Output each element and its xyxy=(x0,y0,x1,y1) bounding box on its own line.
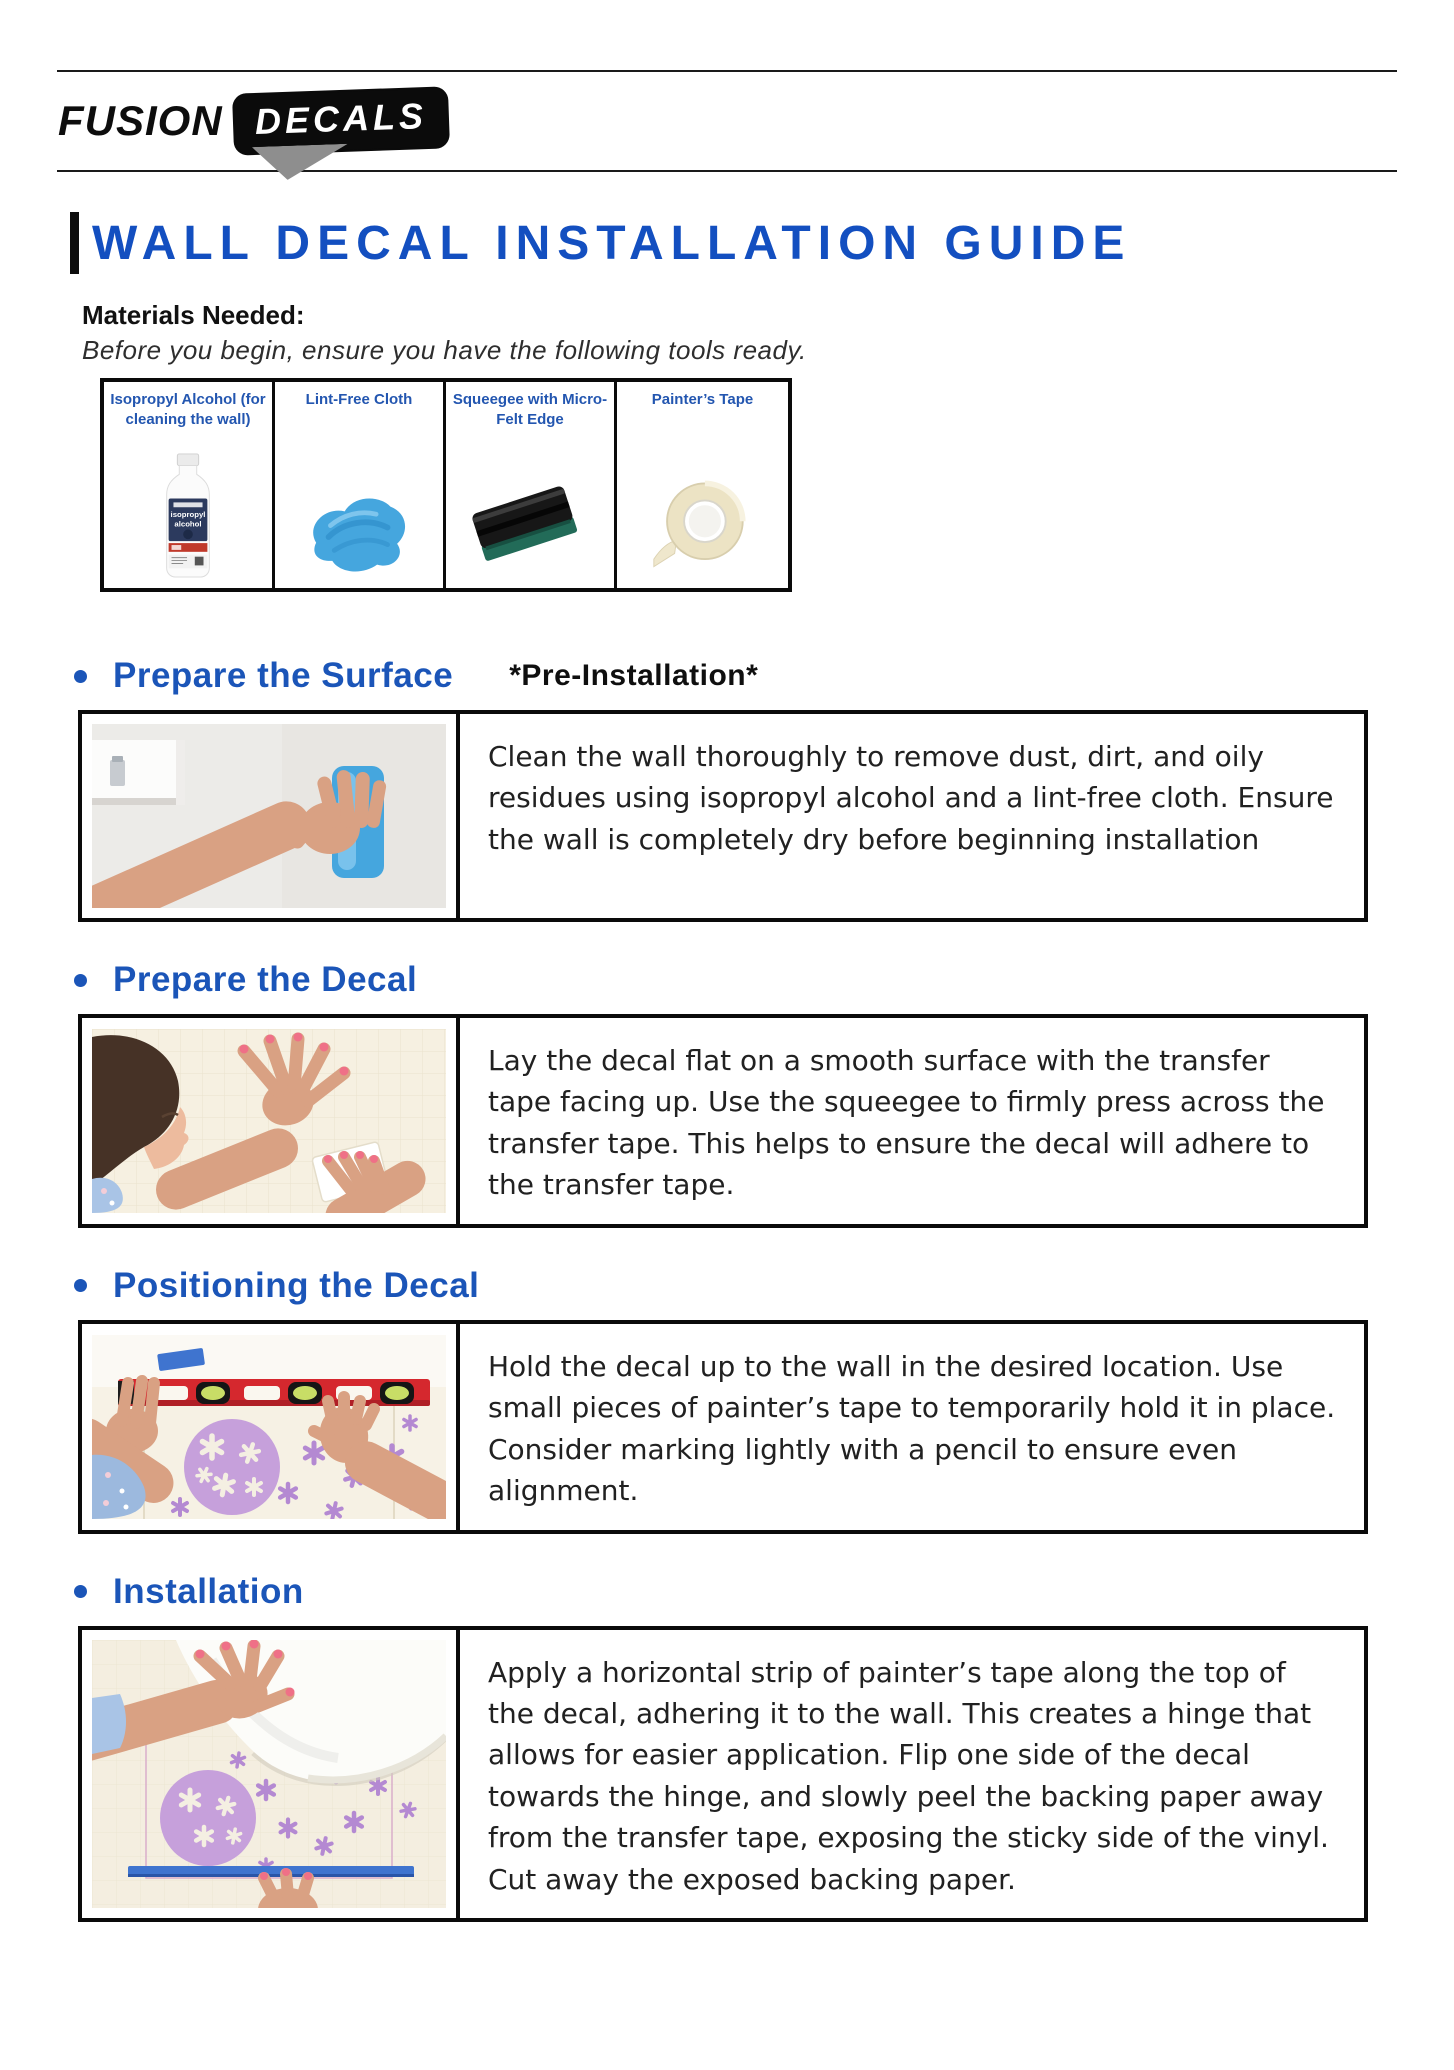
wall-cleaning-photo xyxy=(82,714,460,918)
section-box-positioning-decal xyxy=(78,1320,1368,1534)
material-cell-squeegee xyxy=(446,382,617,588)
bullet-icon xyxy=(74,1279,87,1292)
logo-fold-shape xyxy=(252,144,349,181)
section-box-installation xyxy=(78,1626,1368,1923)
squeegee-decal-photo xyxy=(82,1018,460,1224)
material-cell-isopropyl-alcohol xyxy=(104,382,275,588)
level-positioning-photo xyxy=(82,1324,460,1530)
painters-tape-icon xyxy=(645,410,761,583)
squeegee-icon xyxy=(467,429,593,582)
section-heading-prepare-surface xyxy=(74,656,1454,696)
material-label: Painter’s Tape xyxy=(651,391,754,408)
svg-text:isopropyl: isopropyl xyxy=(170,509,206,519)
material-label: Lint-Free Cloth xyxy=(305,391,413,408)
material-cell-lint-free-cloth xyxy=(275,382,446,588)
logo-fusion-text: FUSION xyxy=(58,97,223,144)
bullet-icon xyxy=(74,974,87,987)
bullet-icon xyxy=(74,1585,87,1598)
pre-installation-note: *Pre-Installation* xyxy=(509,659,759,692)
section-body-text: Clean the wall thoroughly to remove dust, dirt, and oily residues using isopropyl alcohol and a lint-free cloth. Ensure the wall is completely dry before beginning installation xyxy=(488,740,1334,856)
material-label: Isopropyl Alcohol (for cleaning the wall) xyxy=(110,391,266,428)
alcohol-bottle-icon xyxy=(144,429,232,582)
svg-text:alcohol: alcohol xyxy=(174,519,202,529)
section-title: Prepare the Decal xyxy=(113,960,418,999)
bullet-icon xyxy=(74,670,87,683)
page-title: WALL DECAL INSTALLATION GUIDE xyxy=(92,216,1132,270)
logo-bottom-divider xyxy=(57,170,1397,172)
logo-decals-badge xyxy=(234,88,448,153)
peel-backing-photo xyxy=(82,1630,460,1919)
lint-free-cloth-icon xyxy=(300,410,418,583)
section-heading-prepare-decal xyxy=(74,960,1454,1000)
materials-table xyxy=(100,378,792,592)
materials-heading: Materials Needed: xyxy=(82,300,305,330)
section-box-prepare-surface xyxy=(78,710,1368,922)
section-title: Positioning the Decal xyxy=(113,1265,480,1305)
section-title: Prepare the Surface xyxy=(113,656,454,695)
material-cell-painters-tape xyxy=(617,382,788,588)
section-title: Installation xyxy=(113,1571,304,1611)
section-body-text: Apply a horizontal strip of painter’s tape along the top of the decal, adhering it to the wall. This creates a hinge that allows for easier application. Flip one side of the decal towards the hinge, and slowly peel the backing paper away from the transfer tape, exposing the sticky side of the vinyl. Cut away the exposed backing paper. xyxy=(488,1655,1329,1896)
material-label: Squeegee with Micro-Felt Edge xyxy=(452,391,608,428)
section-heading-installation xyxy=(74,1572,1454,1612)
section-body-text: Hold the decal up to the wall in the desired location. Use small pieces of painter’s tape to temporarily hold it in place. Consider marking lightly with a pencil to ensure even alignment. xyxy=(488,1349,1336,1508)
section-body-text: Lay the decal flat on a smooth surface with the transfer tape facing up. Use the squeegee to firmly press across the transfer tape. This helps to ensure the decal will adhere to the transfer tape. xyxy=(488,1044,1325,1202)
materials-subheading: Before you begin, ensure you have the following tools ready. xyxy=(82,335,807,365)
page-title-row xyxy=(70,212,1397,274)
section-heading-positioning-decal xyxy=(74,1266,1454,1306)
logo-decals-text: DECALS xyxy=(253,95,428,142)
brand-logo xyxy=(0,72,1454,170)
section-box-prepare-decal xyxy=(78,1014,1368,1228)
title-accent-bar xyxy=(70,212,79,274)
